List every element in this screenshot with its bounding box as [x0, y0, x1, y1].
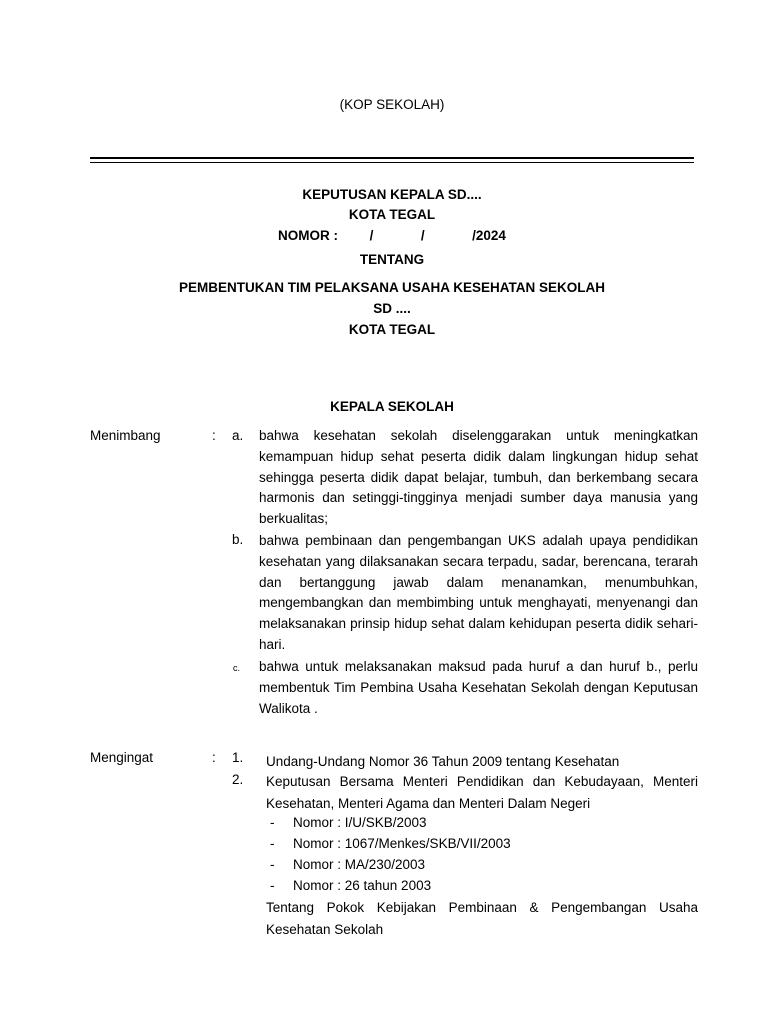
header-rule-thick — [90, 157, 694, 159]
letterhead-placeholder: (KOP SEKOLAH) — [339, 97, 445, 112]
list-dash: - — [270, 815, 275, 830]
item-marker: b. — [232, 532, 244, 547]
nomor-separator: / — [420, 228, 425, 243]
mengingat-closing: Tentang Pokok Kebijakan Pembinaan & Pengembangan Usaha Kesehatan Sekolah — [266, 900, 698, 937]
decree-subject-school: SD .... — [373, 301, 411, 316]
menimbang-colon: : — [212, 428, 216, 443]
nomor-year: /2024 — [472, 228, 506, 243]
decree-number — [0, 228, 768, 243]
nomor-list-item: Nomor : 1067/Menkes/SKB/VII/2003 — [293, 836, 511, 851]
nomor-list-item: Nomor : 26 tahun 2003 — [293, 878, 432, 893]
decree-subject: PEMBENTUKAN TIM PELAKSANA USAHA KESEHATAN SEKOLAH — [178, 280, 605, 295]
mengingat-label: Mengingat — [90, 750, 154, 765]
menimbang-item-a: bahwa kesehatan sekolah diselenggarakan untuk meningkatkan kemampuan hidup sehat peserta didik dalam lingkungan hidup sehat sehingga peserta didik dapat belajar, tumbuh, dan berkembang secara harmonis dan setinggi-tingginya menjadi sumber daya manusia yang berkualitas; — [259, 428, 698, 527]
list-dash: - — [270, 836, 275, 851]
mengingat-colon: : — [212, 750, 216, 765]
tentang-heading: TENTANG — [359, 252, 425, 267]
item-marker: a. — [232, 428, 244, 443]
menimbang-item-b: bahwa pembinaan dan pengembangan UKS adalah upaya pendidikan kesehatan yang dilaksanakan secara terpadu, sadar, berencana, terarah dan bertanggung jawab dalam menanamkan, menumbuhkan, mengembangkan dan membimbing untuk menghayati, menyenangi dan melaksanakan prinsip hidup sehat dalam kehidupan peserta didik sehari-hari. — [259, 533, 698, 652]
header-rule-thin — [90, 162, 694, 163]
nomor-list-item: Nomor : I/U/SKB/2003 — [293, 815, 427, 830]
mengingat-item-2: Keputusan Bersama Menteri Pendidikan dan Kebudayaan, Menteri Kesehatan, Menteri Agama dan Menteri Dalam Negeri — [266, 774, 698, 811]
nomor-label: NOMOR : — [278, 228, 339, 243]
list-dash: - — [270, 878, 275, 893]
nomor-list-item: Nomor : MA/230/2003 — [293, 857, 426, 872]
menimbang-label: Menimbang — [90, 428, 161, 443]
decree-title: KEPUTUSAN KEPALA SD.... — [302, 187, 482, 202]
item-marker: c. — [233, 663, 241, 673]
issuer-heading: KEPALA SEKOLAH — [330, 399, 454, 414]
decree-city: KOTA TEGAL — [348, 207, 436, 222]
nomor-separator: / — [369, 228, 374, 243]
item-marker: 1. — [232, 750, 244, 765]
list-dash: - — [270, 857, 275, 872]
menimbang-item-c: bahwa untuk melaksanakan maksud pada huruf a dan huruf b., perlu membentuk Tim Pembina Usaha Kesehatan Sekolah dengan Keputusan Walikota . — [259, 659, 698, 716]
item-marker: 2. — [232, 772, 244, 787]
decree-subject-city: KOTA TEGAL — [348, 322, 436, 337]
mengingat-item-1: Undang-Undang Nomor 36 Tahun 2009 tentang Kesehatan — [266, 754, 620, 769]
